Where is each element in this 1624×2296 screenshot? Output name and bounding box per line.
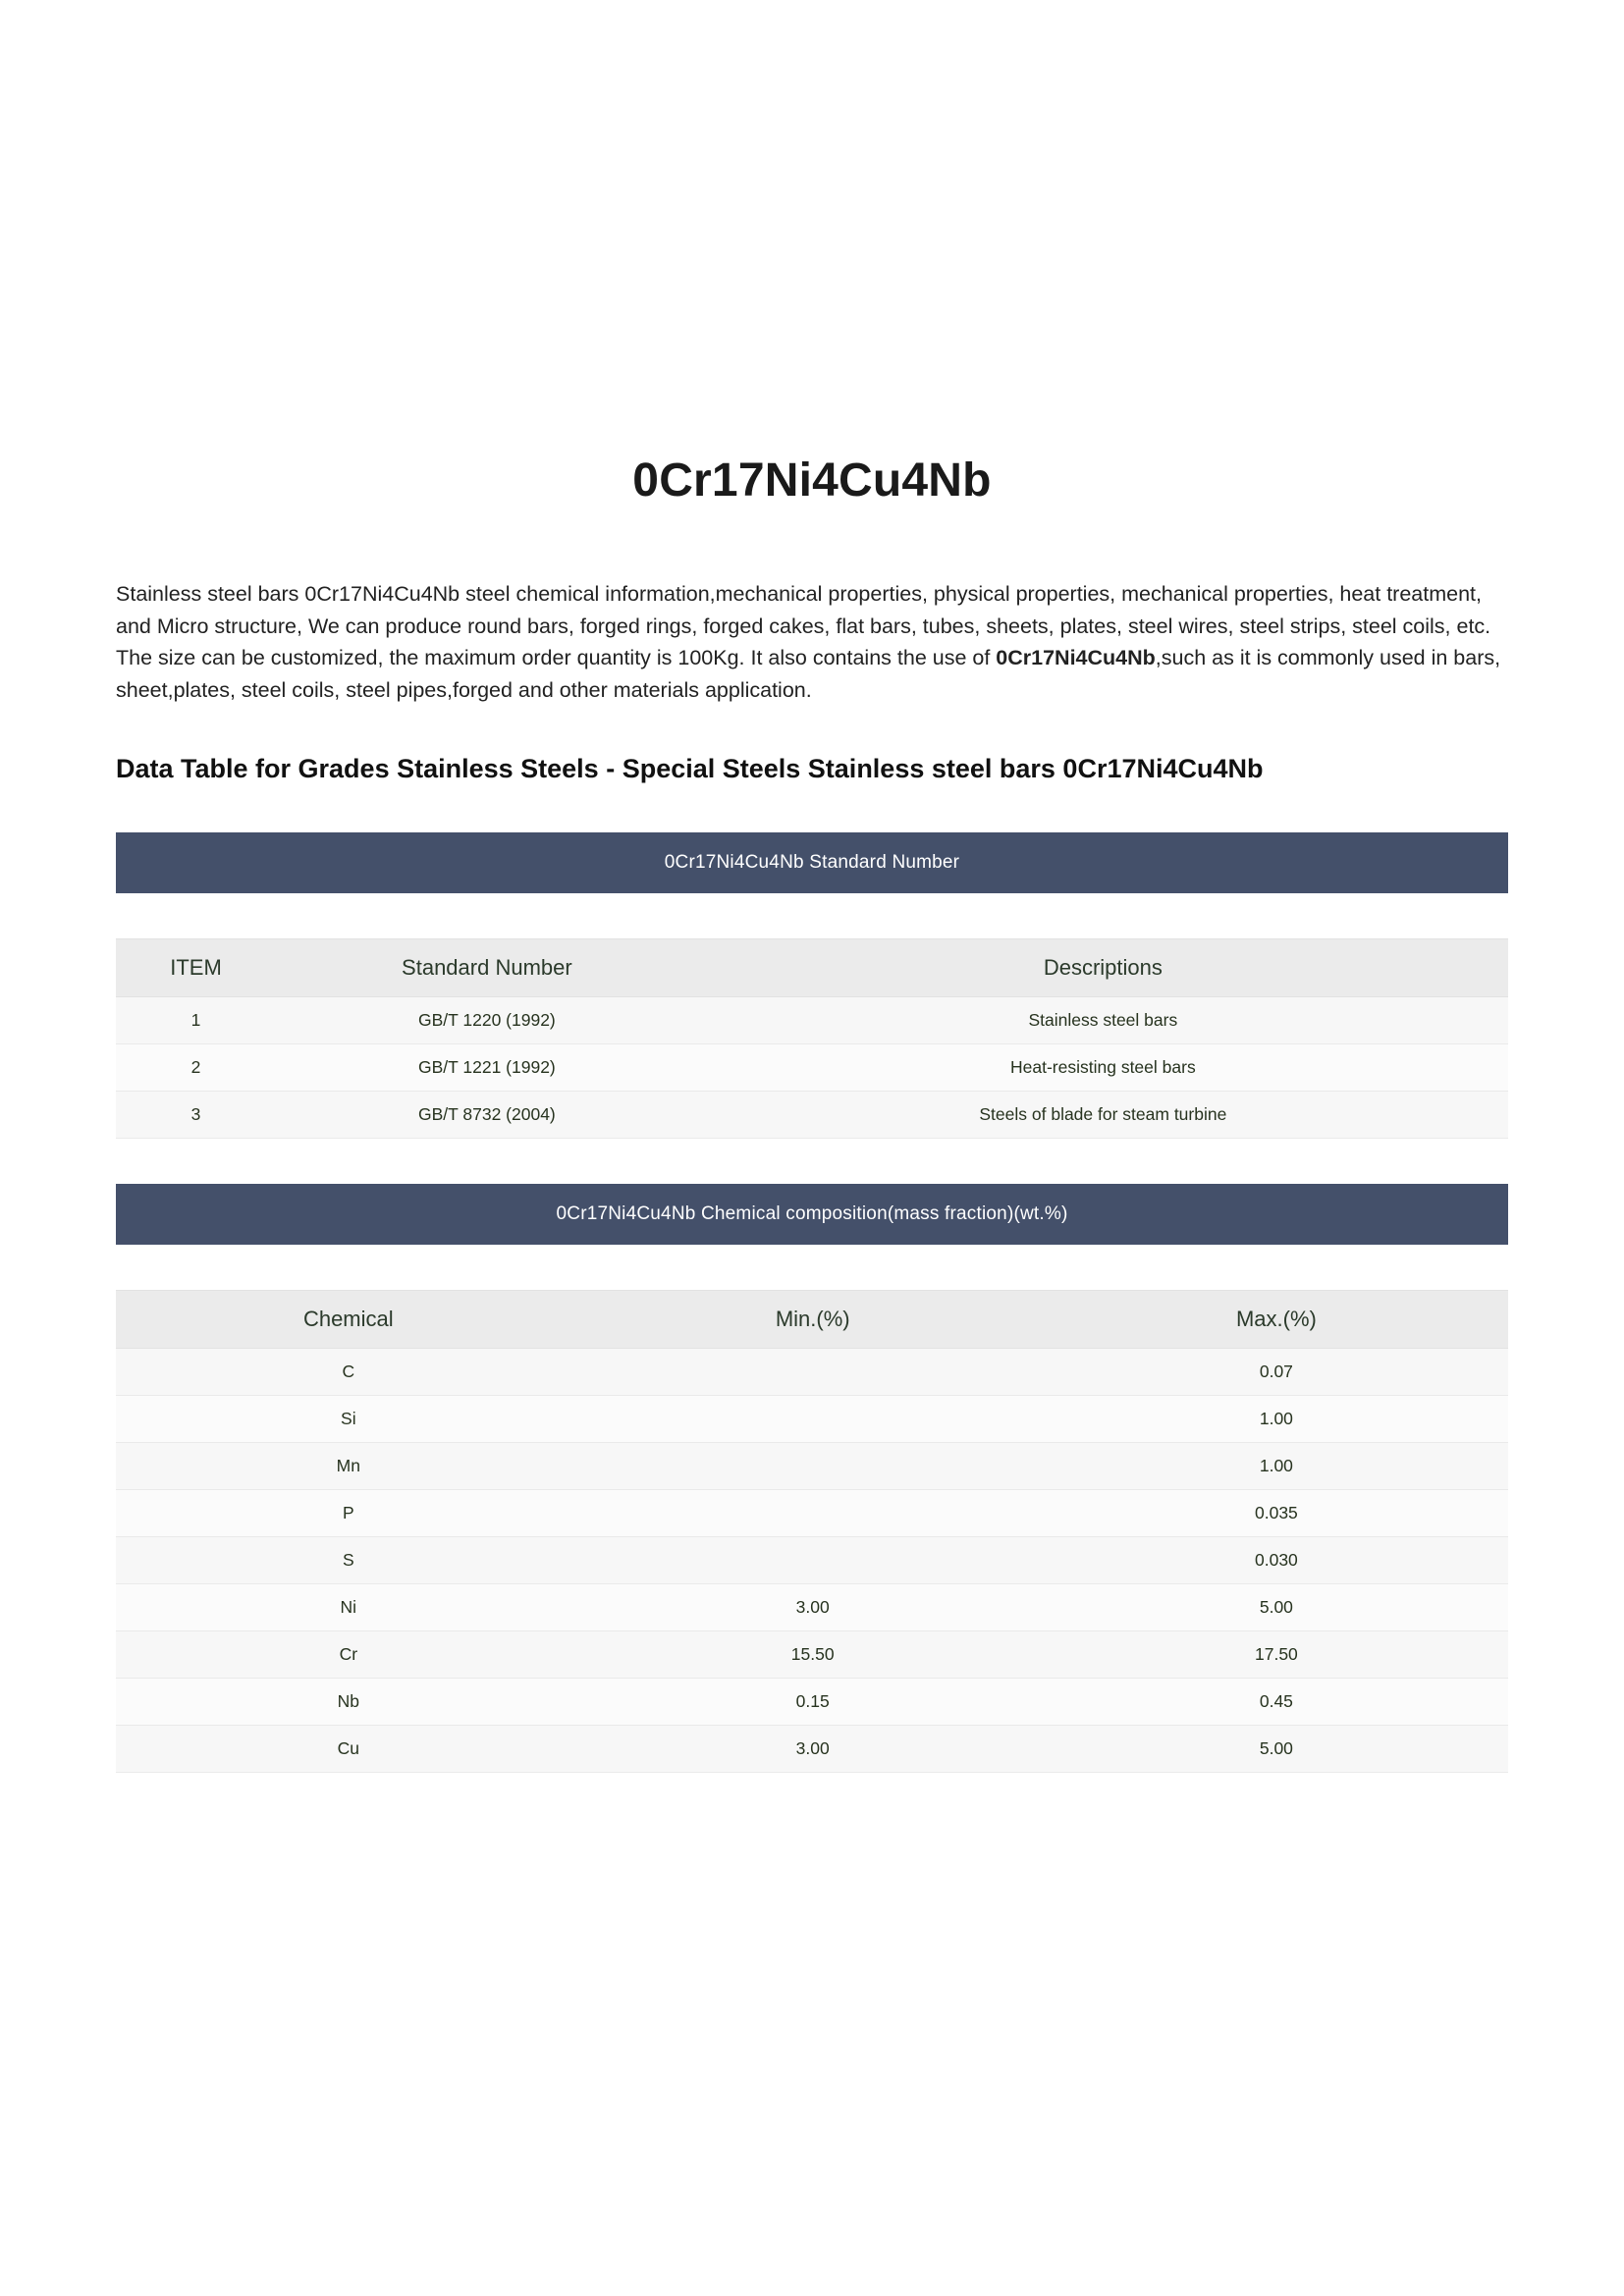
standard-number-table-title: 0Cr17Ni4Cu4Nb Standard Number [116,832,1508,893]
table-row [116,1490,1508,1537]
cell-standard-number: GB/T 1220 (1992) [276,997,698,1044]
column-header-chemical: Chemical [116,1291,581,1349]
table-row [116,1044,1508,1092]
column-header-standard-number: Standard Number [276,939,698,997]
intro-grade-bold: 0Cr17Ni4Cu4Nb [996,646,1156,670]
cell-min: 0.15 [581,1679,1045,1726]
cell-max: 1.00 [1045,1443,1508,1490]
cell-item: 2 [116,1044,276,1092]
cell-chemical: P [116,1490,581,1537]
cell-chemical: Si [116,1396,581,1443]
table-row [116,1443,1508,1490]
table-row [116,1631,1508,1679]
cell-max: 17.50 [1045,1631,1508,1679]
column-header-descriptions: Descriptions [698,939,1508,997]
column-header-max: Max.(%) [1045,1291,1508,1349]
section-heading: Data Table for Grades Stainless Steels - Special Steels Stainless steel bars 0Cr17Ni4Cu4Nb [116,753,1264,783]
cell-item: 3 [116,1092,276,1139]
cell-chemical: Cu [116,1726,581,1773]
cell-chemical: Ni [116,1584,581,1631]
chemical-composition-table [116,1290,1508,1773]
cell-min: 15.50 [581,1631,1045,1679]
chemical-composition-table-wrap [116,1184,1508,1773]
table-header-row [116,1291,1508,1349]
table-header-row [116,939,1508,997]
cell-min [581,1443,1045,1490]
cell-max: 0.45 [1045,1679,1508,1726]
cell-max: 1.00 [1045,1396,1508,1443]
table-row [116,1537,1508,1584]
cell-min [581,1349,1045,1396]
table-row [116,997,1508,1044]
cell-description: Steels of blade for steam turbine [698,1092,1508,1139]
table-row [116,1584,1508,1631]
cell-chemical: Nb [116,1679,581,1726]
column-header-min: Min.(%) [581,1291,1045,1349]
cell-description: Heat-resisting steel bars [698,1044,1508,1092]
cell-min [581,1537,1045,1584]
table-row [116,1679,1508,1726]
column-header-item: ITEM [116,939,276,997]
cell-chemical: Mn [116,1443,581,1490]
cell-min [581,1490,1045,1537]
cell-standard-number: GB/T 8732 (2004) [276,1092,698,1139]
cell-min [581,1396,1045,1443]
table-row [116,1726,1508,1773]
cell-max: 0.035 [1045,1490,1508,1537]
table-row [116,1092,1508,1139]
cell-min: 3.00 [581,1726,1045,1773]
cell-standard-number: GB/T 1221 (1992) [276,1044,698,1092]
chemical-composition-table-title: 0Cr17Ni4Cu4Nb Chemical composition(mass fraction)(wt.%) [116,1184,1508,1245]
standard-number-table [116,938,1508,1139]
cell-chemical: Cr [116,1631,581,1679]
intro-text-before: Stainless steel bars 0Cr17Ni4Cu4Nb steel chemical information,mechanical properties, physical properties, mechanical properties, heat treatment, and Micro structure, We can produce round bars, forged rings, forged cakes, flat bars, tubes, sheets, plates, steel wires, steel strips, steel coils, etc. The size can be customized, the maximum order quantity is 100Kg. It also contains the use of [116,582,1491,670]
intro-text-after: ,such as it is commonly used in bars, sheet,plates, steel coils, steel pipes,forged and other materials application. [116,646,1501,703]
table-row [116,1396,1508,1443]
cell-max: 0.030 [1045,1537,1508,1584]
cell-item: 1 [116,997,276,1044]
page-title: 0Cr17Ni4Cu4Nb [632,454,992,507]
cell-chemical: C [116,1349,581,1396]
intro-paragraph [116,507,1508,707]
table-row [116,1349,1508,1396]
cell-max: 5.00 [1045,1726,1508,1773]
cell-max: 0.07 [1045,1349,1508,1396]
standard-number-table-wrap [116,832,1508,1139]
cell-chemical: S [116,1537,581,1584]
cell-min: 3.00 [581,1584,1045,1631]
cell-description: Stainless steel bars [698,997,1508,1044]
cell-max: 5.00 [1045,1584,1508,1631]
